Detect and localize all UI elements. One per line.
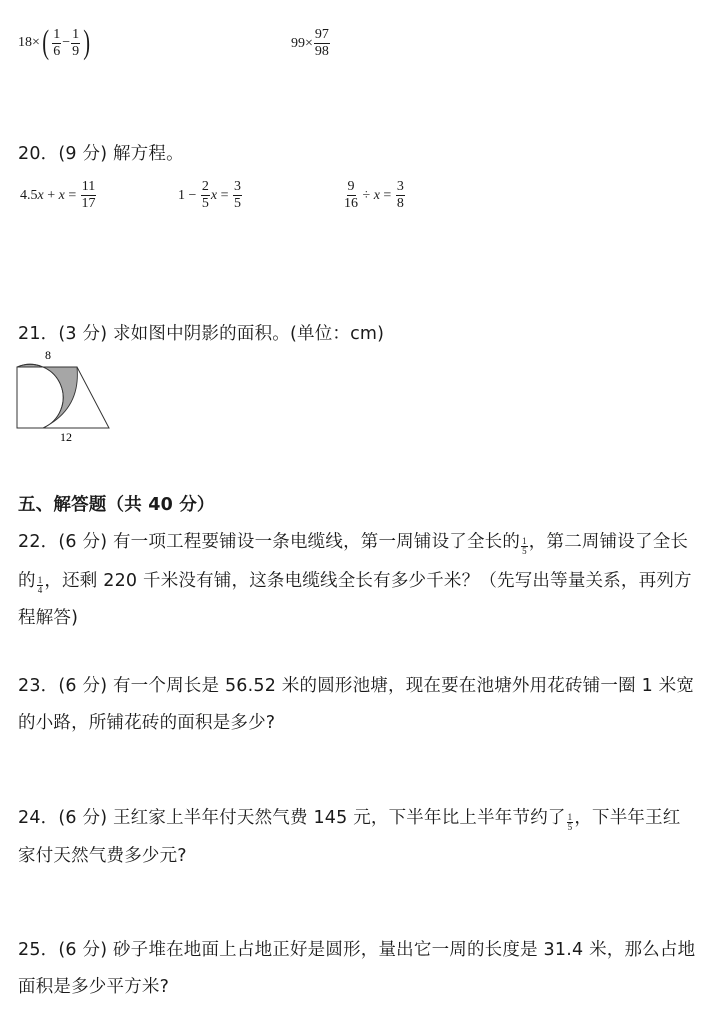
variable-x: x [210,187,218,203]
bottom-length-label: 12 [60,430,72,444]
left-paren: ( [42,24,49,61]
fraction [201,180,210,211]
q22-line-3: 程解答) [18,608,79,628]
denominator: 17 [81,196,96,211]
numerator: 3 [234,179,242,194]
coefficient: 99 [291,35,305,51]
calc-expression-b [291,28,331,59]
divide-sign: ÷ [359,187,374,203]
variable-x: x [37,187,44,203]
q25-line-2: 面积是多少平方米? [18,977,170,997]
q22-line-2 [18,567,692,595]
numerator: 3 [396,179,404,194]
fraction [521,537,528,556]
top-length-label: 8 [45,348,51,362]
numerator: 1 [72,26,80,42]
denominator: 9 [72,43,80,59]
numerator: 1 [567,812,573,822]
equals-sign: = [64,187,80,203]
eq-term: 1 − [178,187,200,203]
denominator: 5 [201,196,209,211]
q22-line-1 [18,528,688,556]
denominator: 5 [567,822,573,832]
q22-text: ，还剩 220 千米没有铺，这条电缆线全长有多少千米？（先写出等量关系，再列方 [44,571,692,591]
denominator: 98 [314,44,329,59]
numerator: 1 [522,536,527,546]
denominator: 6 [53,43,61,59]
numerator: 97 [314,27,329,42]
section-heading: 五、解答题（共 40 分） [18,495,215,515]
q21-figure [14,345,114,445]
numerator: 2 [201,179,209,194]
q22-text: 的 [18,571,36,591]
times-sign: × [32,35,40,50]
numerator: 1 [53,26,61,42]
eq-term: 4.5 [20,187,38,203]
fraction [344,180,358,211]
denominator: 8 [396,196,404,211]
equals-sign: = [379,187,395,203]
q21-title: 21．(3 分) 求如图中阴影的面积。(单位：cm) [18,324,385,344]
fraction [52,28,61,59]
q20-title: 20．(9 分) 解方程。 [18,144,184,164]
q25-line-1: 25．(6 分) 砂子堆在地面上占地正好是圆形，量出它一周的长度是 31.4 米，那么占地 [18,940,696,960]
denominator: 5 [234,196,242,211]
q23-line-2: 的小路，所铺花砖的面积是多少? [18,713,276,733]
denominator: 4 [37,585,43,595]
equation-1 [20,180,97,211]
shaded-region [17,364,77,428]
equals-sign: = [217,187,233,203]
q23-line-1: 23．(6 分) 有一个周长是 56.52 米的圆形池塘，现在要在池塘外用花砖铺一圈 1 米宽 [18,676,695,696]
q22-text: ，第二周铺设了全长 [528,532,689,552]
plus-sign: + [43,187,59,203]
denominator: 5 [522,546,527,556]
numerator: 9 [347,179,355,194]
coefficient: 18 [18,35,32,50]
fraction [314,28,330,59]
denominator: 16 [344,196,358,211]
fraction [396,180,405,211]
times-sign: × [305,35,313,51]
fraction [71,28,80,59]
variable-x: x [58,187,65,203]
trapezoid-figure [14,345,114,445]
fraction [37,576,44,595]
numerator: 11 [81,179,96,194]
q24-text: ，下半年王红 [574,808,681,828]
equation-2 [178,180,243,211]
q24-line-2: 家付天然气费多少元? [18,846,187,866]
variable-x: x [373,187,380,203]
q24-line-1 [18,804,681,832]
numerator: 1 [37,575,43,585]
equation-3 [343,180,406,211]
q24-text: 24．(6 分) 王红家上半年付天然气费 145 元，下半年比上半年节约了 [18,808,566,828]
fraction [233,180,242,211]
calc-expression-a [18,26,92,60]
q22-text: 22．(6 分) 有一项工程要铺设一条电缆线，第一周铺设了全长的 [18,532,521,552]
right-paren: ) [83,24,91,61]
minus-sign: − [62,35,71,50]
fraction [567,813,574,832]
fraction [81,180,96,211]
